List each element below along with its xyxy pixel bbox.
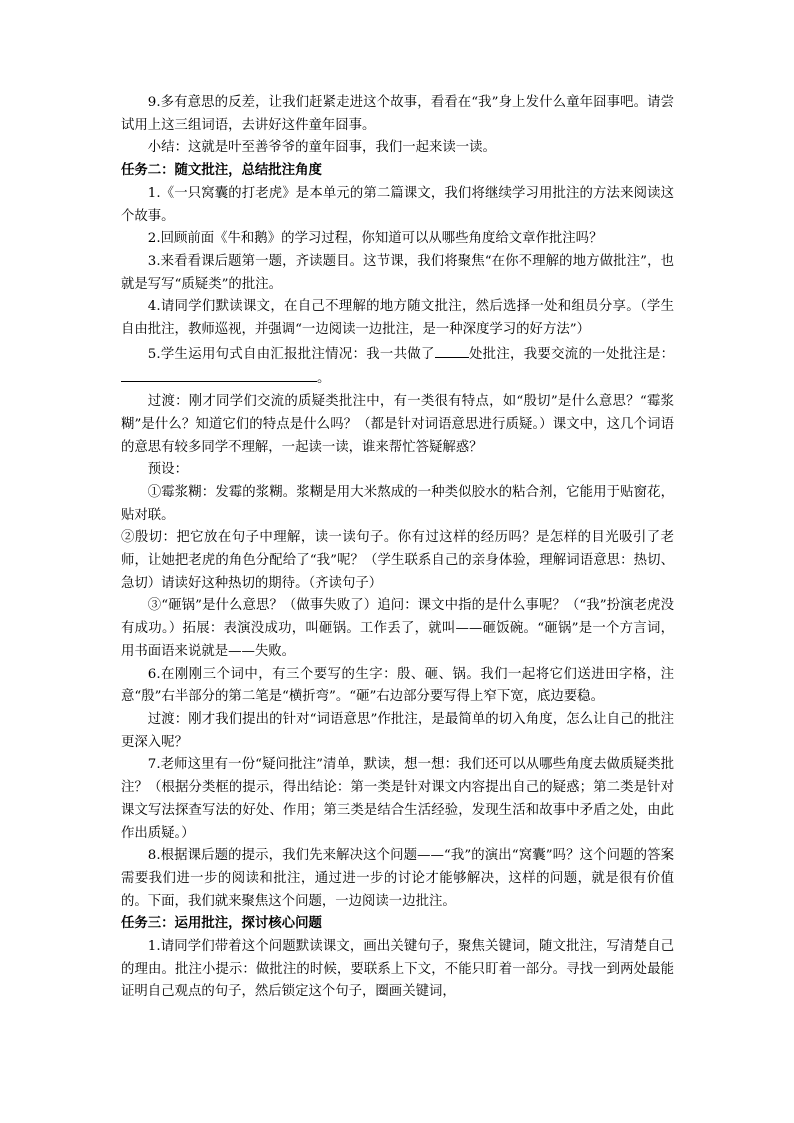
task2-preset: 预设：: [147, 462, 188, 478]
paragraph-intro-9: 9.多有意思的反差，让我们赶紧走进这个故事，看看在“我”身上发什么童年囧事吧。请尝试用上这三组词语，去讲好这件童年囧事。: [121, 95, 674, 133]
task2-preset-item-2: ②殷切：把它放在句子中理解，读一读句子。你有过这样的经历吗？是怎样的目光吸引了老师，让她把老虎的角色分配给了“我”呢？（学生联系自己的亲身体验，理解词语意思：热切、急切）请读好这种热切的期待。（齐读句子）: [121, 530, 674, 591]
fill-blank-annotation: [121, 366, 317, 382]
task2-item-5: [121, 342, 674, 391]
task2-item-7: 7.老师这里有一份“疑问批注”清单，默读，想一想：我们还可以从哪些角度去做质疑类批注？（根据分类框的提示，得出结论：第一类是针对课文内容提出自己的疑惑；第二类是针对课文写法探查写法的好处、作用；第三类是结合生活经验，发现生活和故事中矛盾之处，由此作出质疑。）: [121, 757, 674, 841]
task2-item-5-part-a: 5.学生运用句式自由汇报批注情况：我一共做了: [147, 346, 435, 362]
task2-item-1: 1.《一只窝囊的打老虎》是本单元的第二篇课文，我们将继续学习用批注的方法来阅读这个故事。: [121, 185, 674, 224]
paragraph-summary: 小结：这就是叶至善爷爷的童年囧事，我们一起来读一读。: [147, 140, 496, 156]
task2-preset-item-1: ①霉浆糊：发霉的浆糊。浆糊是用大米熬成的一种类似胶水的粘合剂，它能用于贴窗花，贴对联。: [121, 484, 674, 523]
document-body: [121, 92, 674, 1004]
task2-item-6: 6.在刚刚三个词中，有三个要写的生字：殷、砸、锅。我们一起将它们送进田字格，注意“殷”右半部分的第二笔是“横折弯”。“砸”右边部分要写得上窄下宽，底边要稳。: [121, 666, 674, 705]
task2-item-2: 2.回顾前面《牛和鹅》的学习过程，你知道可以从哪些角度给文章作批注吗？: [147, 231, 603, 247]
task2-preset-item-3: ③“砸锅”是什么意思？（做事失败了）追问：课文中指的是什么事呢？（“我”扮演老虎没有成功。）拓展：表演没成功，叫砸锅。工作丢了，就叫——砸饭碗。“砸锅”是一个方言词，用书面语来说就是——失败。: [121, 598, 674, 659]
task3-heading: 任务三：运用批注，探讨核心问题: [121, 916, 322, 932]
task2-item-5-part-b: 处批注，我要交流的一处批注是：: [468, 346, 674, 362]
task2-transition-2: 过渡：刚才我们提出的针对“词语意思”作批注，是最简单的切入角度，怎么让自己的批注更深入呢？: [121, 711, 674, 750]
task2-item-3: 3.来看看课后题第一题，齐读题目。这节课，我们将聚焦“在你不理解的地方做批注”，也就是写写“质疑类”的批注。: [121, 253, 674, 292]
task3-item-1: 1.请同学们带着这个问题默读课文，画出关键句子，聚焦关键词，随文批注，写清楚自己的理由。批注小提示：做批注的时候，要联系上下文，不能只盯着一部分。寻找一到两处最能证明自己观点的句子，然后锁定这个句子，圈画关键词，: [121, 939, 674, 1000]
task2-item-8: 8.根据课后题的提示，我们先来解决这个问题——“我”的演出“窝囊”吗？这个问题的答案需要我们进一步的阅读和批注，通过进一步的讨论才能够解决，这样的问题，就是很有价值的。下面，我们就来聚焦这个问题，一边阅读一边批注。: [121, 848, 674, 909]
task2-transition-1: 过渡：刚才同学们交流的质疑类批注中，有一类很有特点，如“殷切”是什么意思？“霉浆糊”是什么？知道它们的特点是什么吗？（都是针对词语意思进行质疑。）课文中，这几个词语的意思有较多同学不理解，一起读一读，谁来帮忙答疑解惑？: [121, 394, 674, 455]
task2-item-4: 4.请同学们默读课文，在自己不理解的地方随文批注，然后选择一处和组员分享。（学生自由批注，教师巡视，并强调“一边阅读一边批注，是一种深度学习的好方法”）: [121, 299, 674, 338]
fill-blank-count: [435, 342, 469, 358]
task2-item-5-part-c: 。: [317, 371, 331, 387]
task2-heading: 任务二：随文批注，总结批注角度: [121, 163, 322, 179]
